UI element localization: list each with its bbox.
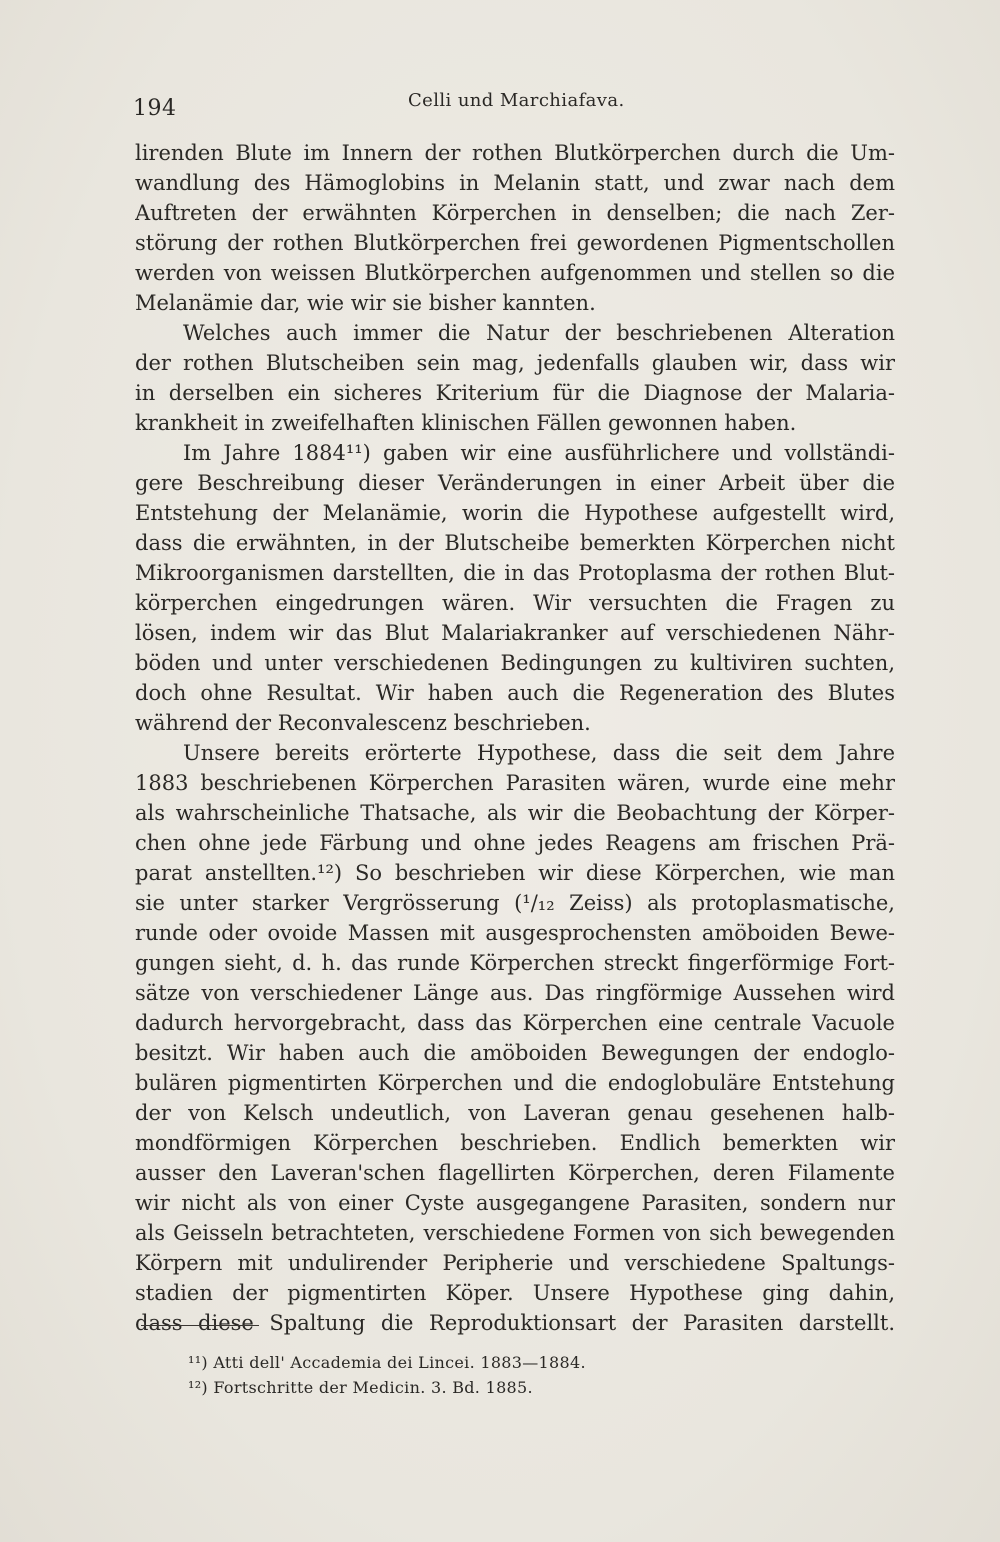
text-line: während der Reconvalescenz beschrieben. [135, 711, 591, 735]
text-line: gungen sieht, d. h. das runde Körperchen streckt fingerförmige Fort- [135, 951, 895, 975]
text-line: in derselben ein sicheres Kriterium für die Diagnose der Malaria- [135, 381, 895, 405]
text-line: Melanämie dar, wie wir sie bisher kannten. [135, 291, 596, 315]
text-line: als wahrscheinliche Thatsache, als wir die Beobachtung der Körper- [135, 801, 895, 825]
text-line: Mikroorganismen darstellten, die in das Protoplasma der rothen Blut- [135, 561, 895, 585]
text-line: böden und unter verschiedenen Bedingungen zu kultiviren suchten, [135, 651, 895, 675]
text-line: Unsere bereits erörterte Hypothese, dass die seit dem Jahre [183, 741, 895, 765]
text-line: dass die erwähnten, in der Blutscheibe bemerkten Körperchen nicht [135, 531, 895, 555]
text-line: stadien der pigmentirten Köper. Unsere Hypothese ging dahin, [135, 1281, 895, 1305]
text-line: Auftreten der erwähnten Körperchen in denselben; die nach Zer- [135, 201, 895, 225]
footnote-11: ¹¹) Atti dell' Accademia dei Lincei. 1883—1884. [188, 1353, 586, 1372]
text-line: gere Beschreibung dieser Veränderungen in einer Arbeit über die [135, 471, 895, 495]
running-header [133, 88, 893, 122]
footnotes [188, 1350, 708, 1400]
text-line: störung der rothen Blutkörperchen frei gewordenen Pigmentschollen [135, 231, 895, 255]
body-text [135, 138, 895, 1338]
running-title: Celli und Marchiafava. [408, 90, 625, 111]
text-line: der rothen Blutscheiben sein mag, jedenfalls glauben wir, dass wir [135, 351, 895, 375]
text-line: werden von weissen Blutkörperchen aufgenommen und stellen so die [135, 261, 895, 285]
text-line: dass diese Spaltung die Reproduktionsart der Parasiten darstellt. [135, 1311, 895, 1335]
footnote-divider [141, 1325, 259, 1326]
text-line: 1883 beschriebenen Körperchen Parasiten wären, wurde eine mehr [135, 771, 895, 795]
text-line: wandlung des Hämoglobins in Melanin statt, und zwar nach dem [135, 171, 895, 195]
text-line: dadurch hervorgebracht, dass das Körperchen eine centrale Vacuole [135, 1011, 895, 1035]
text-line: Im Jahre 1884¹¹) gaben wir eine ausführlichere und vollständi- [183, 441, 895, 465]
footnote-12: ¹²) Fortschritte der Medicin. 3. Bd. 1885. [188, 1378, 533, 1397]
text-line: körperchen eingedrungen wären. Wir versuchten die Fragen zu [135, 591, 895, 615]
text-line: chen ohne jede Färbung und ohne jedes Reagens am frischen Prä- [135, 831, 895, 855]
text-line: lirenden Blute im Innern der rothen Blutkörperchen durch die Um- [135, 141, 895, 165]
text-line: Entstehung der Melanämie, worin die Hypothese aufgestellt wird, [135, 501, 895, 525]
text-line: Welches auch immer die Natur der beschriebenen Alteration [183, 321, 895, 345]
text-line: lösen, indem wir das Blut Malariakranker auf verschiedenen Nähr- [135, 621, 895, 645]
page-number: 194 [133, 96, 177, 121]
text-line: doch ohne Resultat. Wir haben auch die Regeneration des Blutes [135, 681, 895, 705]
text-line: sätze von verschiedener Länge aus. Das ringförmige Aussehen wird [135, 981, 895, 1005]
text-line: der von Kelsch undeutlich, von Laveran genau gesehenen halb- [135, 1101, 895, 1125]
text-line: parat anstellten.¹²) So beschrieben wir diese Körperchen, wie man [135, 861, 895, 885]
text-line: mondförmigen Körperchen beschrieben. Endlich bemerkten wir [135, 1131, 895, 1155]
text-line: runde oder ovoide Massen mit ausgesprochensten amöboiden Bewe- [135, 921, 895, 945]
text-line: bulären pigmentirten Körperchen und die endoglobuläre Entstehung [135, 1071, 895, 1095]
text-line: ausser den Laveran'schen flagellirten Körperchen, deren Filamente [135, 1161, 895, 1185]
text-line: Körpern mit undulirender Peripherie und verschiedene Spaltungs- [135, 1251, 895, 1275]
text-line: wir nicht als von einer Cyste ausgegangene Parasiten, sondern nur [135, 1191, 895, 1215]
text-line: sie unter starker Vergrösserung (¹/₁₂ Zeiss) als protoplasmatische, [135, 891, 895, 915]
text-line: krankheit in zweifelhaften klinischen Fällen gewonnen haben. [135, 411, 797, 435]
text-line: als Geisseln betrachteten, verschiedene Formen von sich bewegenden [135, 1221, 895, 1245]
text-line: besitzt. Wir haben auch die amöboiden Bewegungen der endoglo- [135, 1041, 895, 1065]
